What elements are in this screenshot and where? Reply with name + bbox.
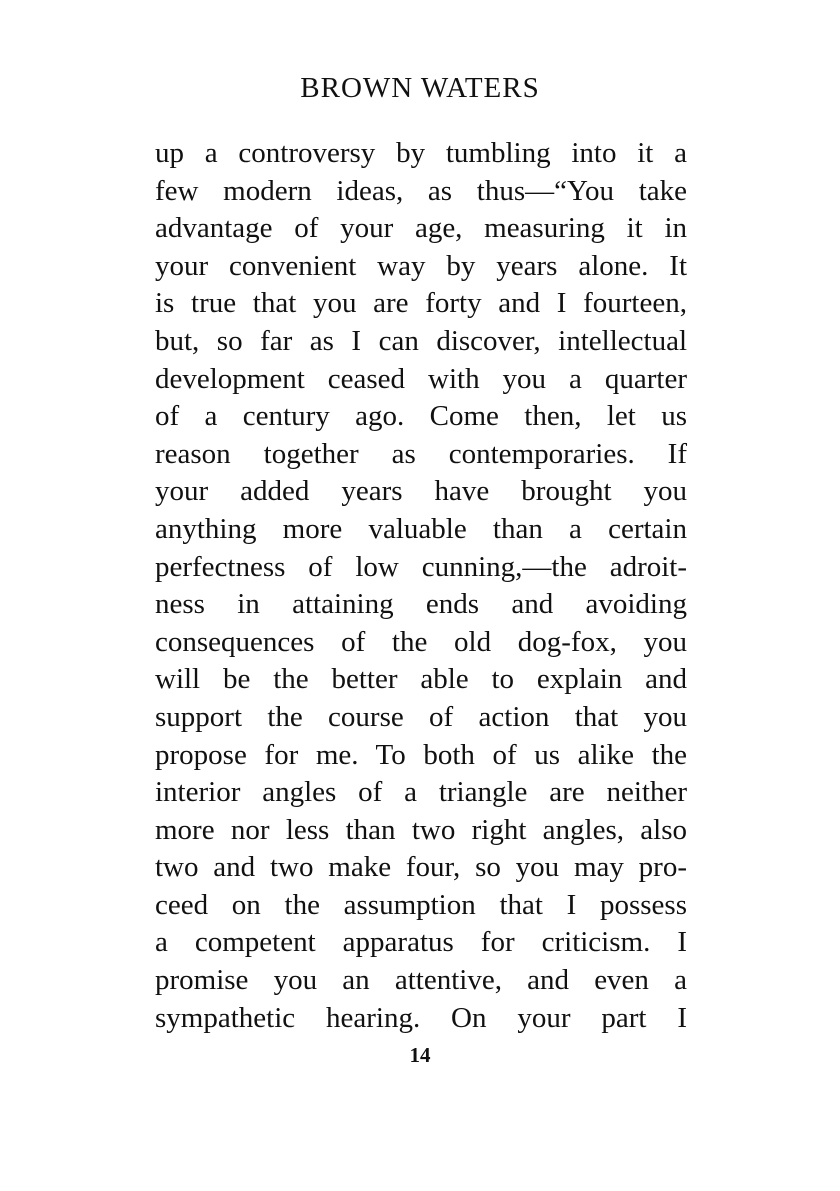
text-line: ceed on the assumption that I possess [155, 888, 687, 921]
text-line: of a century ago. Come then, let us [155, 400, 687, 433]
text-line: reason together as contemporaries. If [155, 437, 687, 470]
page-number: 14 [409, 1043, 431, 1067]
text-line: consequences of the old dog-fox, you [155, 625, 687, 658]
text-line: few modern ideas, as thus—“You take [155, 174, 687, 207]
text-line: propose for me. To both of us alike the [155, 738, 687, 771]
text-line: will be the better able to explain and [155, 663, 687, 696]
text-line: but, so far as I can discover, intellectual [155, 324, 687, 357]
running-head: BROWN WATERS [300, 72, 540, 104]
text-line: your added years have brought you [155, 475, 687, 508]
text-line: ness in attaining ends and avoiding [155, 588, 687, 621]
body-text [155, 135, 687, 1037]
text-line: sympathetic hearing. On your part I [155, 1001, 687, 1034]
text-line: a competent apparatus for criticism. I [155, 926, 687, 959]
text-line: support the course of action that you [155, 700, 687, 733]
text-line: development ceased with you a quarter [155, 362, 687, 395]
text-line: is true that you are forty and I fourteen, [155, 287, 687, 320]
text-line: more nor less than two right angles, also [155, 813, 687, 846]
text-line: advantage of your age, measuring it in [155, 212, 687, 245]
text-line: interior angles of a triangle are neither [155, 776, 687, 809]
text-line: anything more valuable than a certain [155, 512, 687, 545]
text-line: promise you an attentive, and even a [155, 964, 687, 997]
text-line: your convenient way by years alone. It [155, 249, 687, 282]
text-line: up a controversy by tumbling into it a [155, 137, 687, 169]
text-line: two and two make four, so you may pro- [155, 851, 687, 884]
text-line: perfectness of low cunning,—the adroit- [155, 550, 687, 583]
